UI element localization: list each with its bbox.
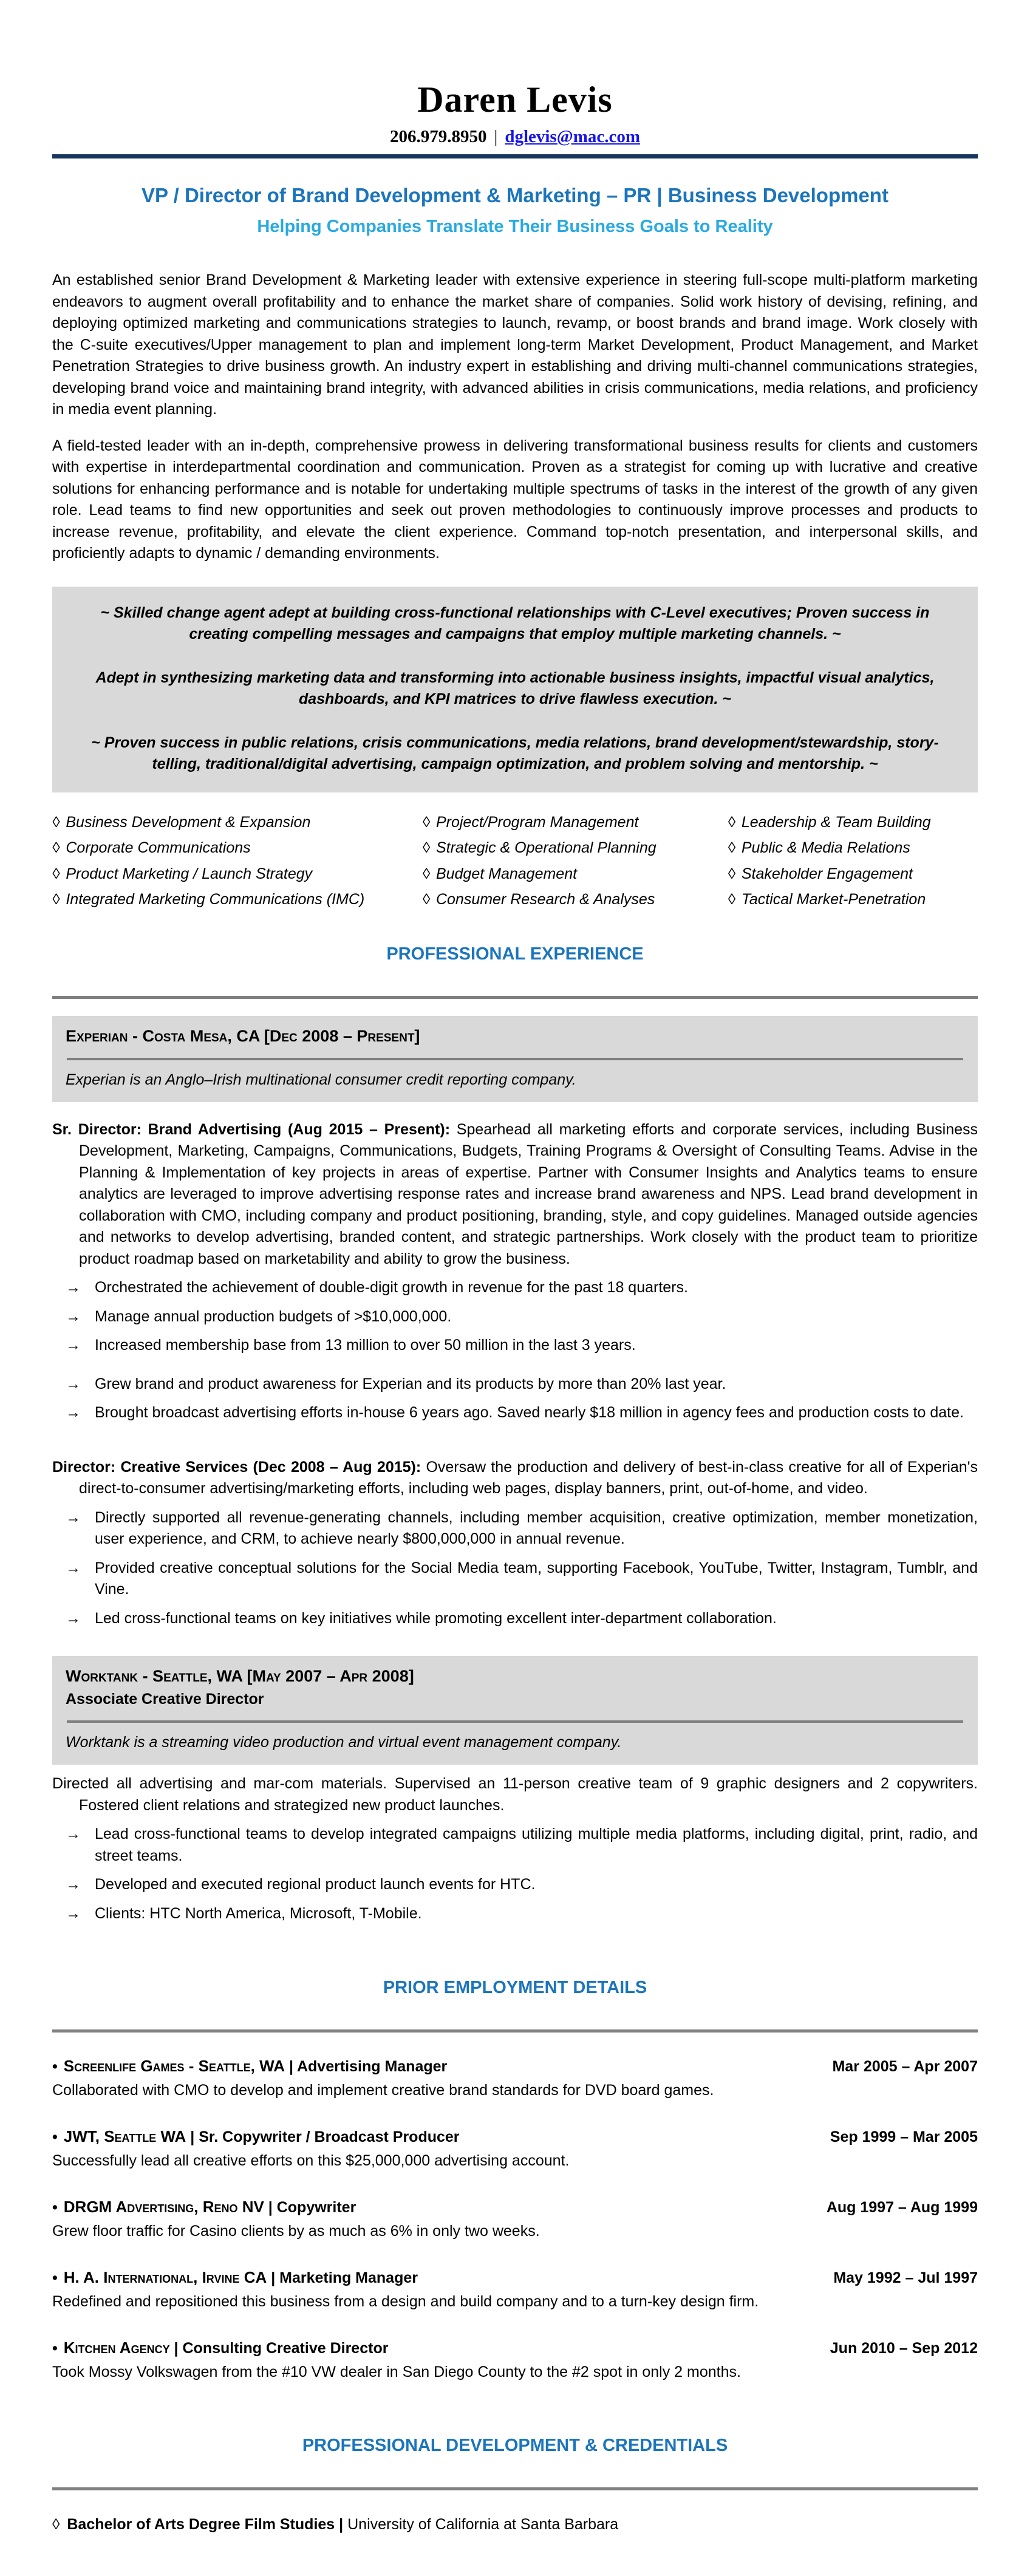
role-title: Sr. Director: Brand Advertising (Aug 2015 – Present): xyxy=(52,1120,451,1138)
contact-line xyxy=(52,127,978,147)
bullet-text: Developed and executed regional product launch events for HTC. xyxy=(95,1876,536,1893)
skill-item xyxy=(728,889,978,911)
employer-description-experian: Experian is an Anglo–Irish multinational consumer credit reporting company. xyxy=(66,1071,576,1088)
email-link[interactable]: dglevis@mac.com xyxy=(505,127,640,146)
contact-separator: | xyxy=(494,127,498,146)
prior-role: | Consulting Creative Director xyxy=(174,2340,389,2357)
skill-item xyxy=(423,812,728,834)
bullet-text: Grew brand and product awareness for Experian and its products by more than 20% last year. xyxy=(95,1375,726,1392)
bullet-text: Led cross-functional teams on key initiatives while promoting excellent inter-department collaboration. xyxy=(95,1609,777,1627)
skill-item xyxy=(423,837,728,859)
prior-job-entry xyxy=(52,2127,978,2170)
prior-description: Successfully lead all creative efforts on this $25,000,000 advertising account. xyxy=(52,2152,570,2169)
prior-role: | Sr. Copywriter / Broadcast Producer xyxy=(190,2128,460,2145)
prior-company: H. A. International, Irvine CA xyxy=(63,2268,267,2286)
bullet-item xyxy=(66,1277,978,1299)
prior-job-header xyxy=(52,2339,978,2357)
prior-company: DRGM Advertising, Reno NV xyxy=(63,2198,264,2216)
prior-job-header xyxy=(52,2057,978,2076)
prior-dates: Aug 1997 – Aug 1999 xyxy=(826,2199,978,2216)
skills-grid xyxy=(52,812,978,915)
highlight-paragraph-3: ~ Proven success in public relations, crisis communications, media relations, brand development/stewardship, story-telling, traditional/digital advertising, campaign optimization, and problem solving and mentorship. ~ xyxy=(91,734,939,772)
prior-job-title xyxy=(52,2127,460,2146)
role-paragraph-worktank xyxy=(52,1773,978,1816)
bullet-item xyxy=(66,1874,978,1896)
diamond-bullet-icon: ◊ xyxy=(52,891,60,908)
diamond-bullet-icon: ◊ xyxy=(728,891,735,908)
skill-item xyxy=(52,812,423,834)
diamond-bullet-icon: ◊ xyxy=(728,839,735,856)
prior-role: | Marketing Manager xyxy=(271,2269,418,2286)
bullet-text: Orchestrated the achievement of double-digit growth in revenue for the past 18 quarters. xyxy=(95,1279,688,1296)
bullet-item xyxy=(66,1374,978,1395)
arrow-bullet-icon: → xyxy=(66,1375,81,1392)
arrow-bullet-icon: → xyxy=(66,1279,81,1296)
section-divider xyxy=(52,996,978,999)
employer-role-worktank: Associate Creative Director xyxy=(66,1691,264,1708)
arrow-bullet-icon: → xyxy=(66,1307,81,1325)
prior-description: Took Mossy Volkswagen from the #10 VW dealer in San Diego County to the #2 spot in only 2 months. xyxy=(52,2363,741,2380)
section-heading-credentials: PROFESSIONAL DEVELOPMENT & CREDENTIALS xyxy=(302,2436,728,2455)
role-body: Spearhead all marketing efforts and corporate services, including Business Development, Marketing, Campaigns, Communications, Budgets, Training Programs & Oversight of Consulting Teams. Advise in the Planning & Implementation of key projects in areas of expertise. Partner with Consumer Insights and Analytics teams to ensure analytics are leveraged to improve advertising response rates and increase brand awareness and NPS. Lead brand development in collaboration with CMO, including company and product positioning, branding, style, and copy guidelines. Managed outside agencies and networks to develop advertising, branded content, and strategic partnerships. Work closely with the product team to prioritize product roadmap based on marketability and ability to grow the business. xyxy=(79,1120,978,1267)
skill-label: Leadership & Team Building xyxy=(741,813,931,831)
bullet-item xyxy=(66,1402,978,1424)
skill-label: Integrated Marketing Communications (IMC) xyxy=(66,891,365,908)
employer-box-divider xyxy=(67,1058,963,1060)
diamond-bullet-icon: ◊ xyxy=(422,891,430,908)
arrow-bullet-icon: → xyxy=(66,1508,81,1526)
bullet-item xyxy=(66,1903,978,1925)
prior-company: JWT, Seattle WA xyxy=(63,2127,186,2145)
prior-job-header xyxy=(52,2268,978,2287)
bullet-list xyxy=(52,1507,978,1630)
bullet-text: Provided creative conceptual solutions for the Social Media team, supporting Facebook, YouTube, Twitter, Instagram, Tumblr, and Vine. xyxy=(95,1559,978,1598)
role-paragraph-sr-director xyxy=(52,1119,978,1270)
bullet-item xyxy=(66,1558,978,1601)
bullet-item xyxy=(66,1507,978,1550)
diamond-bullet-icon: ◊ xyxy=(52,839,60,856)
section-heading-prior-employment: PRIOR EMPLOYMENT DETAILS xyxy=(383,1978,647,1997)
skill-label: Consumer Research & Analyses xyxy=(435,891,655,908)
section-divider xyxy=(52,2487,978,2490)
prior-description: Redefined and repositioned this business from a design and build company and to a turn-key design firm. xyxy=(52,2293,759,2310)
dot-bullet-icon: • xyxy=(52,2199,58,2216)
prior-job-entry xyxy=(52,2339,978,2381)
bullet-item xyxy=(66,1608,978,1630)
arrow-bullet-icon: → xyxy=(66,1337,81,1354)
prior-job-header xyxy=(52,2198,978,2217)
role-body: Oversaw the production and delivery of best-in-class creative for all of Experian's direct-to-consumer advertising/marketing efforts, including web pages, display banners, print, out-of-home, and video. xyxy=(79,1458,978,1497)
summary-paragraph-2: A field-tested leader with an in-depth, comprehensive prowess in delivering transformational business results for clients and customers with expertise in interdepartmental coordination and communication. Proven as a strategist for coming up with lucrative and creative solutions for enhancing performance and is notable for undertaking multiple spectrums of tasks in the interest of the growth of any given role. Lead teams to find new opportunities and seek out proven methodologies to continuously improve processes and products to increase revenue, profitability, and elevate the client experience. Command top-notch presentation, and interpersonal skills, and proficiently adapts to dynamic / demanding environments. xyxy=(52,437,978,562)
prior-company: Screenlife Games - Seattle, WA xyxy=(63,2057,285,2075)
dot-bullet-icon: • xyxy=(52,2269,58,2286)
skills-column-3 xyxy=(728,812,978,915)
prior-role: | Advertising Manager xyxy=(288,2058,448,2075)
skill-label: Project/Program Management xyxy=(435,813,639,831)
summary-paragraph-1: An established senior Brand Development & Marketing leader with extensive experience in steering full-scope multi-platform marketing endeavors to augment overall profitability and to enhance the market share of companies. Solid work history of devising, refining, and deploying optimized marketing and communications strategies to launch, revamp, or boost brands and brand image. Work closely with the C-suite executives/Upper management to plan and implement long-term Market Development, Product Management, and Market Penetration Strategies to drive business growth. An industry expert in establishing and driving multi-channel communications strategies, developing brand voice and maintaining brand integrity, with advanced abilities in crisis communications, media relations, and proficiency in media event planning. xyxy=(52,271,978,418)
dot-bullet-icon: • xyxy=(52,2058,58,2075)
highlights-box xyxy=(52,587,978,792)
spacer xyxy=(52,1424,978,1440)
skill-item xyxy=(728,812,978,834)
bullet-text: Directly supported all revenue-generating channels, including member acquisition, creative optimization, member monetization, user experience, and CRM, to achieve nearly $800,000,000 in annual revenue. xyxy=(95,1508,978,1547)
skills-column-2 xyxy=(423,812,728,915)
skill-label: Business Development & Expansion xyxy=(66,813,311,831)
skill-label: Strategic & Operational Planning xyxy=(435,839,657,856)
phone-number: 206.979.8950 xyxy=(390,127,487,146)
candidate-name: Daren Levis xyxy=(417,80,613,120)
prior-company: Kitchen Agency xyxy=(63,2339,170,2357)
bullet-text: Manage annual production budgets of >$10,000,000. xyxy=(95,1307,452,1325)
prior-role: | Copywriter xyxy=(268,2199,356,2216)
bullet-text: Lead cross-functional teams to develop integrated campaigns utilizing multiple media platforms, including digital, print, radio, and street teams. xyxy=(95,1825,978,1864)
arrow-bullet-icon: → xyxy=(66,1404,81,1421)
role-body: Directed all advertising and mar-com materials. Supervised an 11-person creative team of 9 graphic designers and 2 copywriters. Fostered client relations and strategized new product launches. xyxy=(52,1775,978,1814)
role-paragraph-director-creative xyxy=(52,1457,978,1500)
employer-description-worktank: Worktank is a streaming video production and virtual event management company. xyxy=(66,1734,622,1751)
dot-bullet-icon: • xyxy=(52,2128,58,2145)
arrow-bullet-icon: → xyxy=(66,1876,81,1893)
arrow-bullet-icon: → xyxy=(66,1904,81,1922)
bullet-item xyxy=(66,1824,978,1867)
skill-label: Budget Management xyxy=(435,865,578,882)
highlight-paragraph-2: Adept in synthesizing marketing data and transforming into actionable business insights, impactful visual analytics, dashboards, and KPI matrices to drive flawless execution. ~ xyxy=(95,669,935,707)
degree-institution: University of California at Santa Barbara xyxy=(347,2516,619,2533)
resume-tagline: Helping Companies Translate Their Business Goals to Reality xyxy=(257,217,773,236)
skill-item xyxy=(728,864,978,885)
skill-label: Product Marketing / Launch Strategy xyxy=(66,865,313,882)
employer-name-experian: Experian - Costa Mesa, CA [Dec 2008 – Present] xyxy=(66,1026,420,1045)
employer-name-worktank: Worktank - Seattle, WA [May 2007 – Apr 2008] xyxy=(66,1667,414,1685)
bullet-list xyxy=(52,1277,978,1357)
diamond-bullet-icon: ◊ xyxy=(422,839,430,856)
prior-description: Grew floor traffic for Casino clients by as much as 6% in only two weeks. xyxy=(52,2223,540,2240)
employer-box-worktank xyxy=(52,1656,978,1765)
skill-label: Stakeholder Engagement xyxy=(741,865,913,882)
dot-bullet-icon: • xyxy=(52,2340,58,2357)
skill-item xyxy=(52,889,423,911)
section-divider xyxy=(52,2029,978,2033)
skills-column-1 xyxy=(52,812,423,915)
prior-job-title xyxy=(52,2339,388,2357)
prior-job-header xyxy=(52,2127,978,2146)
prior-job-entry xyxy=(52,2057,978,2099)
prior-job-title xyxy=(52,2198,356,2217)
diamond-bullet-icon: ◊ xyxy=(728,865,735,882)
skill-item xyxy=(728,837,978,859)
prior-job-title xyxy=(52,2268,418,2287)
prior-job-entry xyxy=(52,2198,978,2240)
diamond-bullet-icon: ◊ xyxy=(422,865,430,882)
arrow-bullet-icon: → xyxy=(66,1609,81,1627)
bullet-list xyxy=(52,1824,978,1924)
diamond-bullet-icon: ◊ xyxy=(52,813,60,831)
prior-dates: Mar 2005 – Apr 2007 xyxy=(832,2058,978,2075)
skill-label: Public & Media Relations xyxy=(741,839,910,856)
employer-box-experian xyxy=(52,1016,978,1102)
prior-job-entry xyxy=(52,2268,978,2311)
skill-item xyxy=(423,889,728,911)
highlight-paragraph-1: ~ Skilled change agent adept at building cross-functional relationships with C-Level executives; Proven success in creating compelling messages and campaigns that employ multiple marketing channels. ~ xyxy=(100,604,930,642)
education-entry xyxy=(52,2516,978,2533)
skill-item xyxy=(423,864,728,885)
header-divider xyxy=(52,154,978,158)
diamond-bullet-icon: ◊ xyxy=(52,2516,60,2533)
bullet-item xyxy=(66,1335,978,1357)
skill-item xyxy=(52,837,423,859)
employer-box-divider xyxy=(67,1720,963,1723)
resume-title: VP / Director of Brand Development & Marketing – PR | Business Development xyxy=(142,184,888,206)
skill-label: Tactical Market-Penetration xyxy=(741,891,926,908)
degree-title: Bachelor of Arts Degree Film Studies | xyxy=(67,2516,344,2533)
prior-dates: Jun 2010 – Sep 2012 xyxy=(830,2340,978,2357)
skill-label: Corporate Communications xyxy=(66,839,251,856)
diamond-bullet-icon: ◊ xyxy=(422,813,430,831)
bullet-text: Clients: HTC North America, Microsoft, T-Mobile. xyxy=(95,1904,422,1922)
bullet-text: Brought broadcast advertising efforts in-house 6 years ago. Saved nearly $18 million in agency fees and production costs to date. xyxy=(95,1404,964,1421)
prior-dates: Sep 1999 – Mar 2005 xyxy=(830,2128,978,2145)
prior-dates: May 1992 – Jul 1997 xyxy=(833,2269,978,2286)
bullet-item xyxy=(66,1306,978,1328)
diamond-bullet-icon: ◊ xyxy=(52,865,60,882)
prior-job-title xyxy=(52,2057,447,2076)
bullet-text: Increased membership base from 13 million to over 50 million in the last 3 years. xyxy=(95,1337,636,1354)
arrow-bullet-icon: → xyxy=(66,1559,81,1576)
bullet-list xyxy=(52,1374,978,1424)
role-title: Director: Creative Services (Dec 2008 – Aug 2015): xyxy=(52,1458,421,1476)
diamond-bullet-icon: ◊ xyxy=(728,813,735,831)
section-heading-professional-experience: PROFESSIONAL EXPERIENCE xyxy=(386,944,644,964)
arrow-bullet-icon: → xyxy=(66,1825,81,1842)
skill-item xyxy=(52,864,423,885)
prior-description: Collaborated with CMO to develop and implement creative brand standards for DVD board games. xyxy=(52,2082,714,2099)
